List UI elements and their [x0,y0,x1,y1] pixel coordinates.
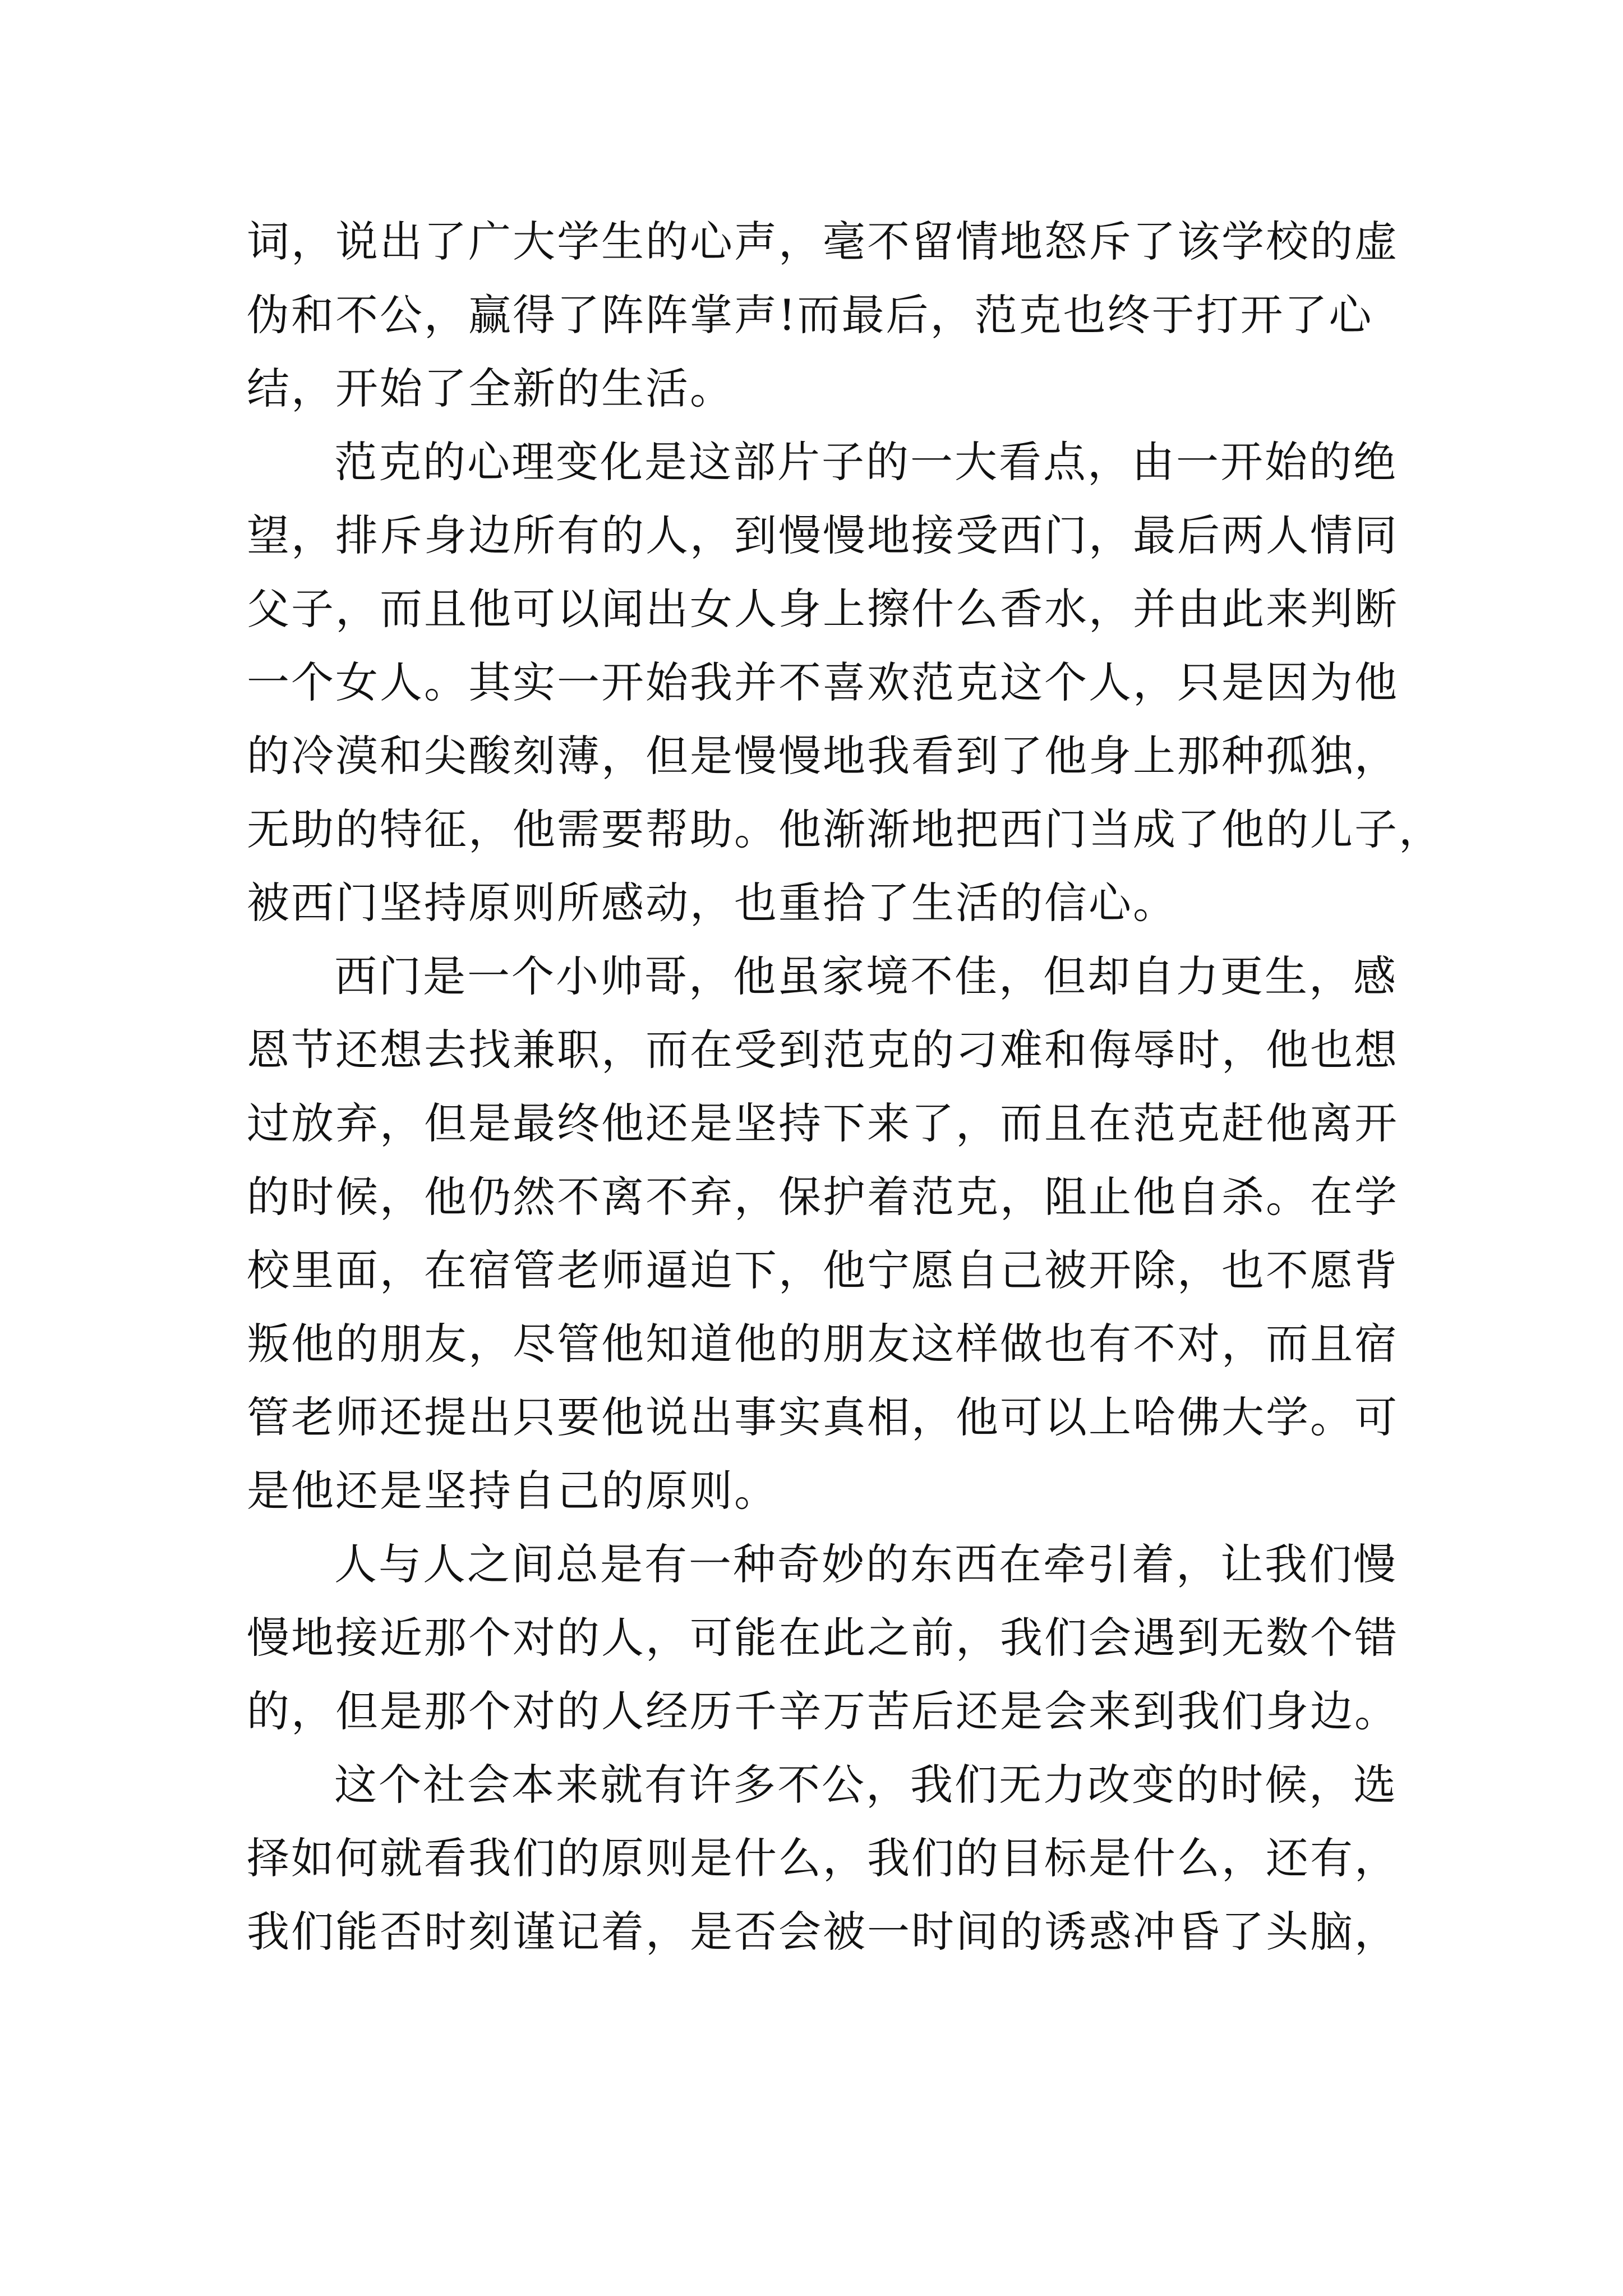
text-line: 无助的特征，他需要帮助。他渐渐地把西门当成了他的儿子， [247,804,1443,854]
text-line: 择如何就看我们的原则是什么，我们的目标是什么，还有， [247,1833,1399,1883]
paragraph-first-line: 人与人之间总是有一种奇妙的东西在牵引着，让我们慢 [334,1539,1398,1589]
text-line: 望，排斥身边所有的人，到慢慢地接受西门，最后两人情同 [247,510,1399,560]
text-line: 词，说出了广大学生的心声，毫不留情地怒斥了该学校的虚 [247,217,1399,266]
text-line: 我们能否时刻谨记着，是否会被一时间的诱惑冲昏了头脑， [247,1907,1399,1957]
text-line: 的冷漠和尖酸刻薄，但是慢慢地我看到了他身上那种孤独， [247,731,1399,781]
text-line: 管老师还提出只要他说出事实真相，他可以上哈佛大学。可 [247,1392,1399,1442]
text-line: 是他还是坚持自己的原则。 [247,1466,778,1516]
text-line: 的，但是那个对的人经历千辛万苦后还是会来到我们身边。 [247,1686,1399,1736]
text-line: 一个女人。其实一开始我并不喜欢范克这个人，只是因为他 [247,657,1399,707]
text-line: 父子，而且他可以闻出女人身上擦什么香水，并由此来判断 [247,584,1399,634]
text-line: 被西门坚持原则所感动，也重拾了生活的信心。 [247,878,1177,928]
text-line: 叛他的朋友，尽管他知道他的朋友这样做也有不对，而且宿 [247,1319,1399,1369]
paragraph-first-line: 范克的心理变化是这部片子的一大看点，由一开始的绝 [334,437,1398,487]
text-line: 过放弃，但是最终他还是坚持下来了，而且在范克赶他离开 [247,1098,1399,1148]
text-line: 慢地接近那个对的人，可能在此之前，我们会遇到无数个错 [247,1613,1399,1663]
paragraph-first-line: 这个社会本来就有许多不公，我们无力改变的时候，选 [334,1760,1398,1810]
body-text [247,205,1443,1968]
text-line: 校里面，在宿管老师逼迫下，他宁愿自己被开除，也不愿背 [247,1245,1399,1295]
text-line: 的时候，他仍然不离不弃，保护着范克，阻止他自杀。在学 [247,1172,1399,1222]
text-line: 结，开始了全新的生活。 [247,364,734,413]
text-line: 恩节还想去找兼职，而在受到范克的刁难和侮辱时，他也想 [247,1025,1399,1075]
paragraph-first-line: 西门是一个小帅哥，他虽家境不佳，但却自力更生，感 [334,951,1398,1001]
text-line: 伪和不公，赢得了阵阵掌声!而最后，范克也终于打开了心 [247,290,1373,340]
